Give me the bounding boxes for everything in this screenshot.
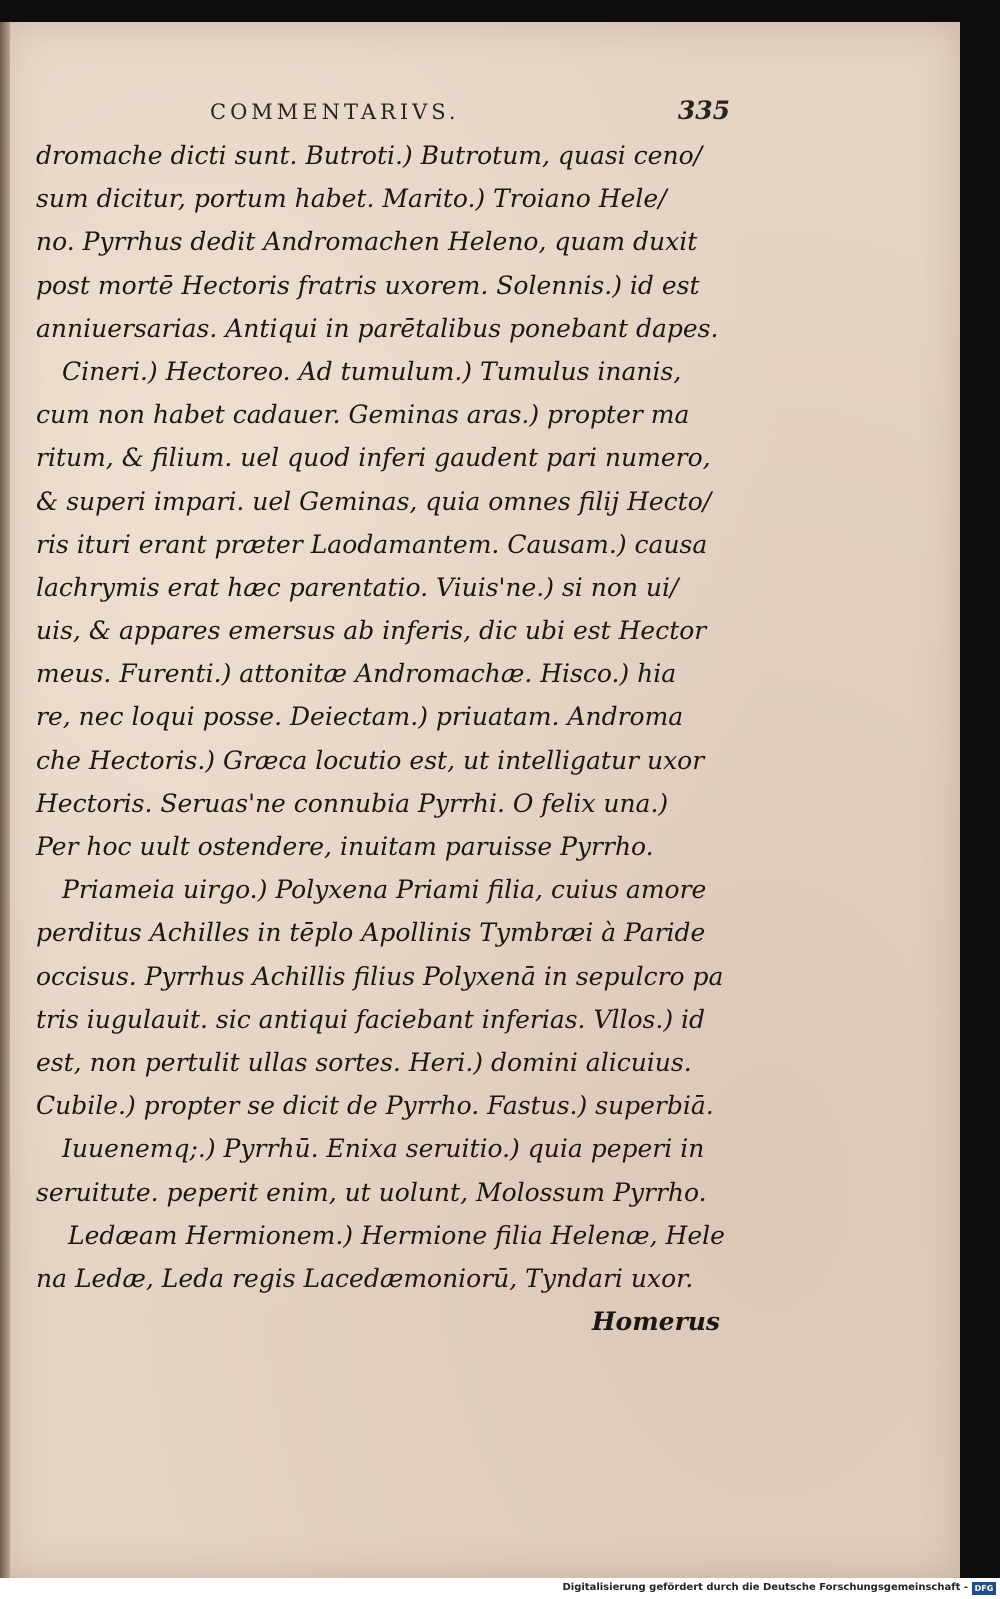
text-line: perditus Achilles in tēplo Apollinis Tymbræi à Paride [36,918,706,948]
text-line: meus. Furenti.) attonitæ Andromachæ. Hisco.) hia [36,659,677,689]
text-line: re, nec loqui posse. Deiectam.) priuatam. Androma [36,702,684,732]
commentary-text [36,134,726,1343]
text-line: anniuersarias. Antiqui in parētalibus ponebant dapes. [36,313,719,343]
text-line: no. Pyrrhus dedit Andromachen Heleno, quam duxit [36,227,698,257]
page-header [210,96,730,136]
text-line: Priameia uirgo.) Polyxena Priami filia, cuius amore [62,875,707,905]
text-line: Cubile.) propter se dicit de Pyrrho. Fastus.) superbiā. [36,1091,714,1121]
text-line: seruitute. peperit enim, ut uolunt, Molossum Pyrrho. [36,1177,707,1207]
footer-credit: Digitalisierung gefördert durch die Deutsche Forschungsgemeinschaft - [562,1582,968,1593]
text-line: Cineri.) Hectoreo. Ad tumulum.) Tumulus inanis, [62,356,682,386]
text-line: Ledæam Hermionem.) Hermione filia Helenæ, Hele [68,1220,725,1250]
text-line: na Ledæ, Leda regis Lacedæmoniorū, Tyndari uxor. [36,1263,694,1293]
text-line: sum dicitur, portum habet. Marito.) Troiano Hele/ [36,184,667,214]
text-line: post mortē Hectoris fratris uxorem. Solennis.) id est [36,270,700,300]
text-line: che Hectoris.) Græca locutio est, ut intelligatur uxor [36,745,705,775]
text-line: est, non pertulit ullas sortes. Heri.) domini alicuius. [36,1047,692,1077]
catchword: Homerus [591,1307,720,1337]
text-line: Per hoc uult ostendere, inuitam paruisse Pyrrho. [36,832,654,861]
text-line: lachrymis erat hæc parentatio. Viuis'ne.) si non ui/ [36,572,679,602]
text-line: cum non habet cadauer. Geminas aras.) propter ma [36,400,690,430]
text-line: uis, & appares emersus ab inferis, dic ubi est Hector [36,616,707,646]
digitization-footer [0,1578,1000,1599]
page-spine-edge [0,22,10,1578]
dfg-logo: DFG [972,1582,996,1595]
text-line: dromache dicti sunt. Butroti.) Butrotum, quasi ceno/ [36,141,703,170]
text-line: Hectoris. Seruas'ne connubia Pyrrhi. O felix una.) [36,788,669,818]
text-line: ritum, & filium. uel quod inferi gaudent pari numero, [36,443,711,473]
text-line: & superi impari. uel Geminas, quia omnes filij Hecto/ [36,486,712,516]
page-number: 335 [677,96,730,125]
text-line: tris iugulauit. sic antiqui faciebant inferias. Vllos.) id [36,1004,706,1034]
text-line: occisus. Pyrrhus Achillis filius Polyxenā in sepulcro pa [36,961,724,991]
text-line: ris ituri erant præter Laodamantem. Causam.) causa [36,529,708,559]
text-line: Iuuenemq;.) Pyrrhū. Enixa seruitio.) quia peperi in [62,1134,705,1164]
running-head: COMMENTARIVS. [210,100,460,124]
